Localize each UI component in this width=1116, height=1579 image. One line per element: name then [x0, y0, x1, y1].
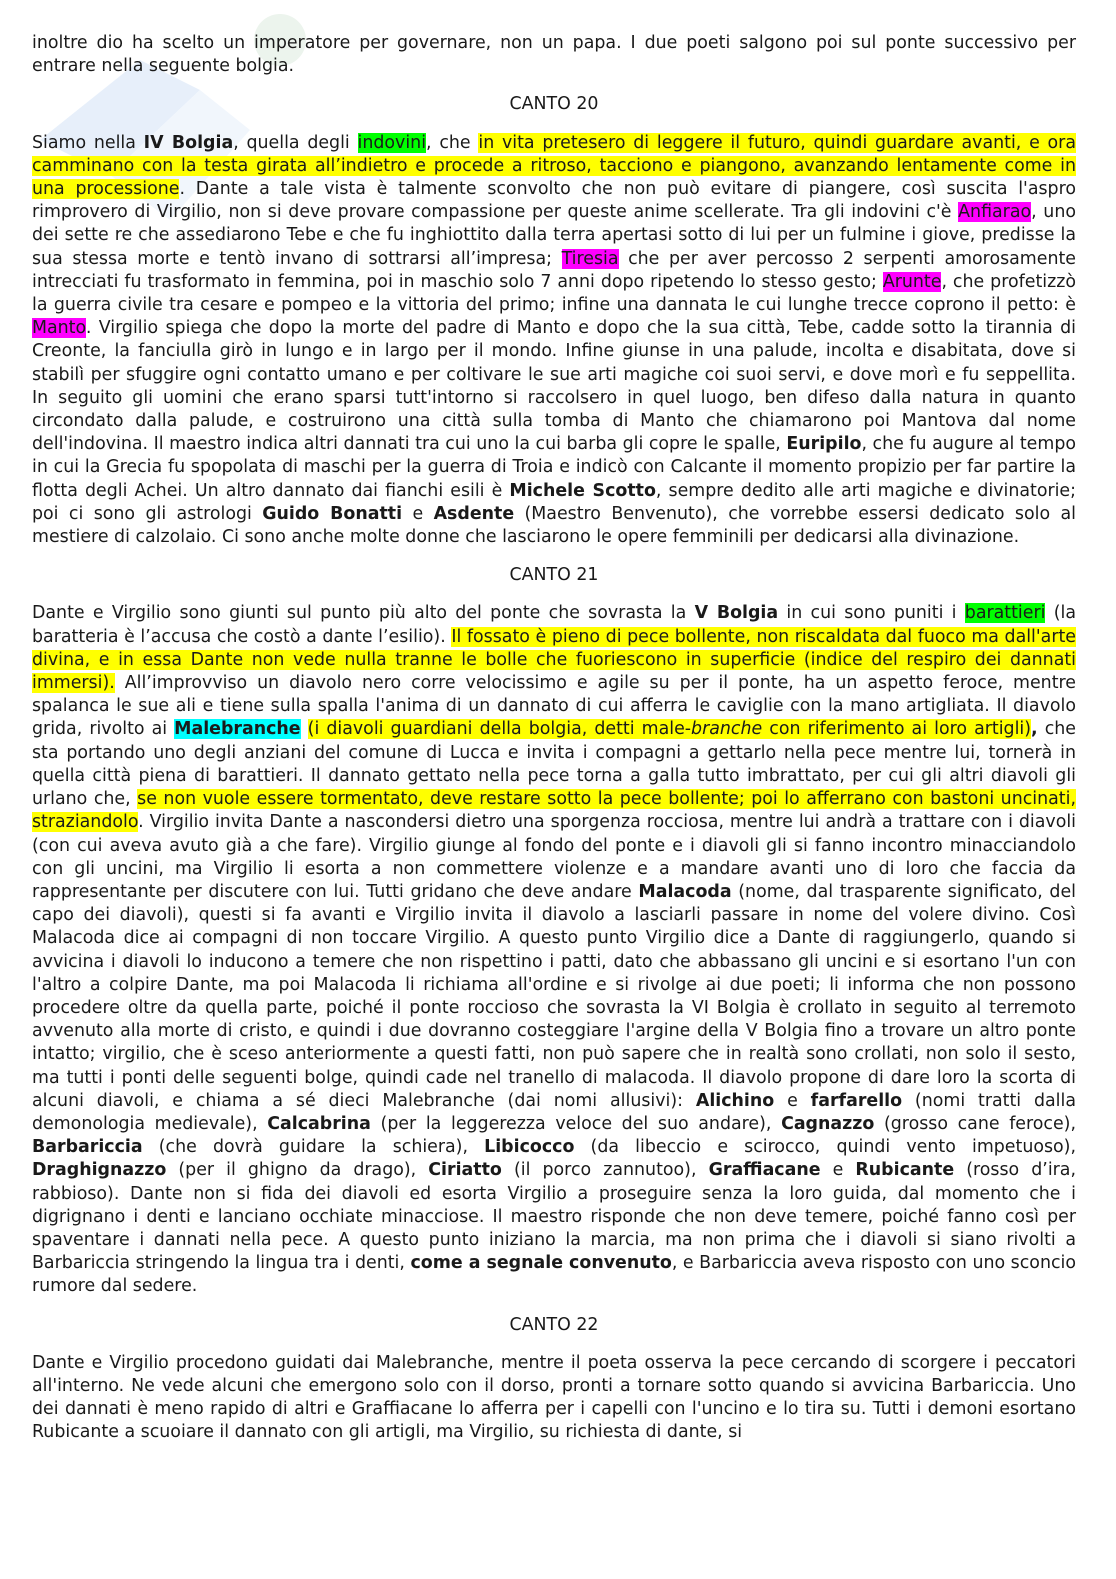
text-run: che per aver percosso 2 serpenti amorosamente intrecciati fu trasformato in femmina, poi in maschio solo 7 anni dopo ripetendo lo stesso gesto;	[32, 248, 1076, 292]
highlight-yellow-italic: branche	[691, 719, 763, 740]
text-run: (nome, dal trasparente significato, del capo dei diavoli), questi si fa avanti e Virgilio invita il diavolo a lasciarli passare in nome del volere divino. Così Malacoda dice ai compagni di non toccare Virgilio. A questo punto Virgilio dice a Dante di raggiungerlo, quando si avvicina i diavoli lo inducono a temere che non rispettino i patti, dato che abbassano gli uncini e si esortano l'un con l'altro a colpire Dante, ma poi Malacoda li richiama all'ordine e si rivolge ai due poeti; li informa che non possono procedere oltre da quella parte, poiché il ponte roccioso che sovrasta la VI Bolgia è crollato in seguito al terremoto avvenuto alla morte di cristo, e quindi i due dovranno costeggiare l'argine della V Bolgia fino a trovare un altro ponte intatto; virgilio, che è sceso anteriormente a questi fatti, non può sapere che in realtà sono crollati, non solo il sesto, ma tutti i ponti delle seguenti bolge, quindi cade nel tranello di malacoda. Il diavolo propone di dare loro la scorta di alcuni diavoli, e chiama a sé dieci Malebranche (dai nomi allusivi):	[32, 881, 1076, 1111]
canto-20-paragraph	[32, 132, 1076, 550]
bold-term: Draghignazzo	[32, 1160, 167, 1181]
highlight-magenta: Tiresia	[561, 248, 619, 269]
text-run: (grosso cane feroce),	[874, 1113, 1076, 1134]
canto-22-paragraph: Dante e Virgilio procedono guidati dai Malebranche, mentre il poeta osserva la pece cercando di scorgere i peccatori all'interno. Ne vede alcuni che emergono solo con il dorso, pronti a tornare sotto quando si avvicina Barbariccia. Uno dei dannati è meno rapido di altri e Graffiacane lo afferra per i capelli con l'uncino e lo tira su. Tutti i demoni esortano Rubicante a scuoiare il dannato con gli artigli, ma Virgilio, su richiesta di dante, si	[32, 1352, 1076, 1443]
bold-term: Malacoda	[638, 881, 732, 902]
text-run: , che	[426, 132, 479, 153]
bold-term: Cagnazzo	[781, 1113, 875, 1134]
intro-paragraph: inoltre dio ha scelto un imperatore per governare, non un papa. I due poeti salgono poi sul ponte successivo per entrare nella seguente bolgia.	[32, 33, 1076, 77]
text-run: (Maestro Benvenuto), che vorrebbe essersi dedicato solo al mestiere di calzolaio. Ci sono anche molte donne che lasciarono le opere femminili per dedicarsi alla divinazione.	[32, 503, 1076, 548]
text-run: (il porco zannutoo),	[501, 1160, 709, 1181]
bold-term: V Bolgia	[694, 603, 779, 624]
text-run: , che profetizzò la guerra civile tra cesare e pompeo e la vittoria del primo; infine una dannata le cui lunghe trecce coprono il petto: è	[32, 271, 1076, 316]
document-page	[32, 32, 1076, 1445]
highlight-yellow: Il fossato è pieno di pece bollente, non riscaldata dal fuoco ma dall'arte divina, e in essa Dante non vede nulla tranne le bolle che fuoriescono in superficie (indice del respiro dei dannati immersi).	[32, 626, 1076, 694]
highlight-magenta: Anfiarao	[958, 202, 1032, 223]
highlight-yellow: con riferimento ai loro artigli)	[762, 719, 1032, 740]
highlight-yellow: se non vuole essere tormentato, deve restare sotto la pece bollente; poi lo afferrano con bastoni uncinati, straziandolo	[32, 789, 1076, 833]
text-run: , quella degli	[233, 132, 358, 153]
text-run: All’improvviso un diavolo nero corre velocissimo e agile su per il ponte, ha un aspetto feroce, mentre spalanca le sue ali e tiene sulla spalla l'anima di un dannato di cui afferra le caviglie con la mano artigliata. Il diavolo grida, rivolto ai	[32, 673, 1076, 740]
text-run: (da libeccio e scirocco, quindi vento impetuoso),	[574, 1137, 1076, 1158]
canto-20-heading: CANTO 20	[509, 94, 599, 115]
highlight-magenta: Arunte	[882, 271, 942, 292]
bold-term: Graffiacane	[708, 1160, 821, 1181]
bold-term: Michele Scotto	[509, 480, 656, 501]
highlight-magenta: Manto	[32, 318, 86, 339]
canto-21-heading: CANTO 21	[509, 565, 599, 586]
text-run: (per la leggerezza veloce del suo andare),	[370, 1113, 782, 1134]
bold-term: Asdente	[433, 503, 515, 524]
bold-comma: ,	[1031, 719, 1038, 740]
text-run: , che fu augure al tempo in cui la Grecia fu spopolata di maschi per la guerra di Troia e indicò con Calcante il momento propizio per far partire la flotta degli Achei. Un altro dannato dai fianchi esili è	[32, 434, 1076, 501]
text-run: e	[774, 1090, 811, 1111]
bold-term: Rubicante	[855, 1160, 955, 1181]
canto-21-paragraph	[32, 602, 1076, 1298]
highlight-green: indovini	[357, 132, 427, 153]
bold-term: Guido Bonatti	[262, 503, 403, 524]
bold-term: Libicocco	[484, 1137, 575, 1158]
highlight-yellow: (i diavoli guardiani della bolgia, detti male-	[307, 719, 692, 740]
text-run: (per il ghigno da drago),	[166, 1160, 429, 1181]
bold-term: Ciriatto	[428, 1160, 502, 1181]
text-run	[301, 719, 308, 739]
highlight-yellow: in vita pretesero di leggere il futuro, quindi guardare avanti, e ora camminano con la testa girata all’indietro e procede a ritroso, tacciono e piangono, avanzando lentamente come in una processione	[32, 132, 1076, 200]
bold-term: Alichino	[695, 1090, 775, 1111]
text-run: , uno dei sette re che assediarono Tebe e che fu inghiottito dalla terra apertasi sotto di lui per un fulmine i giove, predisse la sua stessa morte e tentò invano di sottrarsi all’impresa;	[32, 202, 1076, 269]
text-run: Siamo nella	[32, 132, 144, 153]
text-run: Dante e Virgilio sono giunti sul punto più alto del ponte che sovrasta la	[32, 603, 695, 624]
highlight-cyan: Malebranche	[174, 719, 301, 740]
text-run: e	[820, 1160, 856, 1181]
text-run: (che dovrà guidare la schiera),	[142, 1137, 485, 1158]
bold-term: IV Bolgia	[143, 132, 234, 153]
text-run: che sta portando uno degli anziani del comune di Lucca e invita i compagni a gettarlo nella pece mentre lui, tornerà in quella città piena di barattieri. Il dannato gettato nella pece torna a galla tutto imbrattato, per cui gli altri diavoli gli urlano che,	[32, 719, 1076, 810]
bold-term: come a segnale convenuto	[410, 1253, 672, 1274]
text-run: . Virgilio spiega che dopo la morte del padre di Manto e dopo che la sua città, Tebe, cadde sotto la tirannia di Creonte, la fanciulla girò in lungo e in largo per il mondo. Infine giunse in una palude, incolta e disabitata, dove si stabilì per sfuggire ogni contatto umano e per coltivare le sue arti magiche coi suoi servi, e dove morì e fu seppellita. In seguito gli uomini che erano sparsi tutt'intorno si raccolsero in quel luogo, ben difeso dalla natura in quanto circondato dalla palude, e costruirono una città sulla tomba di Manto che chiamarono poi Mantova dal nome dell'indovina. Il maestro indica altri dannati tra cui uno la cui barba gli copre le spalle,	[32, 318, 1076, 455]
bold-term: Barbariccia	[32, 1137, 143, 1158]
bold-term: Euripilo	[786, 434, 862, 455]
text-run: . Dante a tale vista è talmente sconvolto che non può evitare di piangere, così suscita l'aspro rimprovero di Virgilio, non si deve provare compassione per queste anime scellerate. Tra gli indovini c'è	[32, 179, 1076, 223]
text-run: . Virgilio invita Dante a nascondersi dietro una sporgenza rocciosa, mentre lui andrà a trattare con i diavoli (con cui aveva avuto già a che fare). Virgilio giunge al fondo del ponte e i diavoli gli si fanno incontro minacciandolo con gli uncini, ma Virgilio li esorta a non commettere violenze e a mandare avanti uno di loro che faccia da rappresentante per discutere con lui. Tutti gridano che deve andare	[32, 812, 1076, 902]
text-run: , e Barbariccia aveva risposto con uno sconcio rumore dal sedere.	[32, 1253, 1076, 1297]
bold-term: farfarello	[810, 1090, 903, 1111]
text-run: (la baratteria è l’accusa che costò a dante l’esilio).	[32, 603, 1076, 647]
highlight-green: barattieri	[964, 603, 1046, 624]
text-run: e	[402, 503, 434, 524]
text-run: (rosso d’ira, rabbioso). Dante non si fida dei diavoli ed esorta Virgilio a proseguire senza la loro guida, dal momento che i digrignano i denti e lanciano occhiate minacciose. Il maestro risponde che non deve temere, poiché fanno così per spaventare i dannati nella pece. A questo punto iniziano la marcia, ma non prima che i diavoli si siano rivolti a Barbariccia stringendo la lingua tra i denti,	[32, 1160, 1076, 1274]
bold-term: Calcabrina	[267, 1113, 371, 1134]
text-run: , sempre dedito alle arti magiche e divinatorie; poi ci sono gli astrologi	[32, 480, 1076, 524]
text-run: in cui sono puniti i	[778, 603, 965, 624]
canto-22-heading: CANTO 22	[509, 1314, 599, 1335]
text-run: (nomi tratti dalla demonologia medievale),	[32, 1090, 1076, 1134]
